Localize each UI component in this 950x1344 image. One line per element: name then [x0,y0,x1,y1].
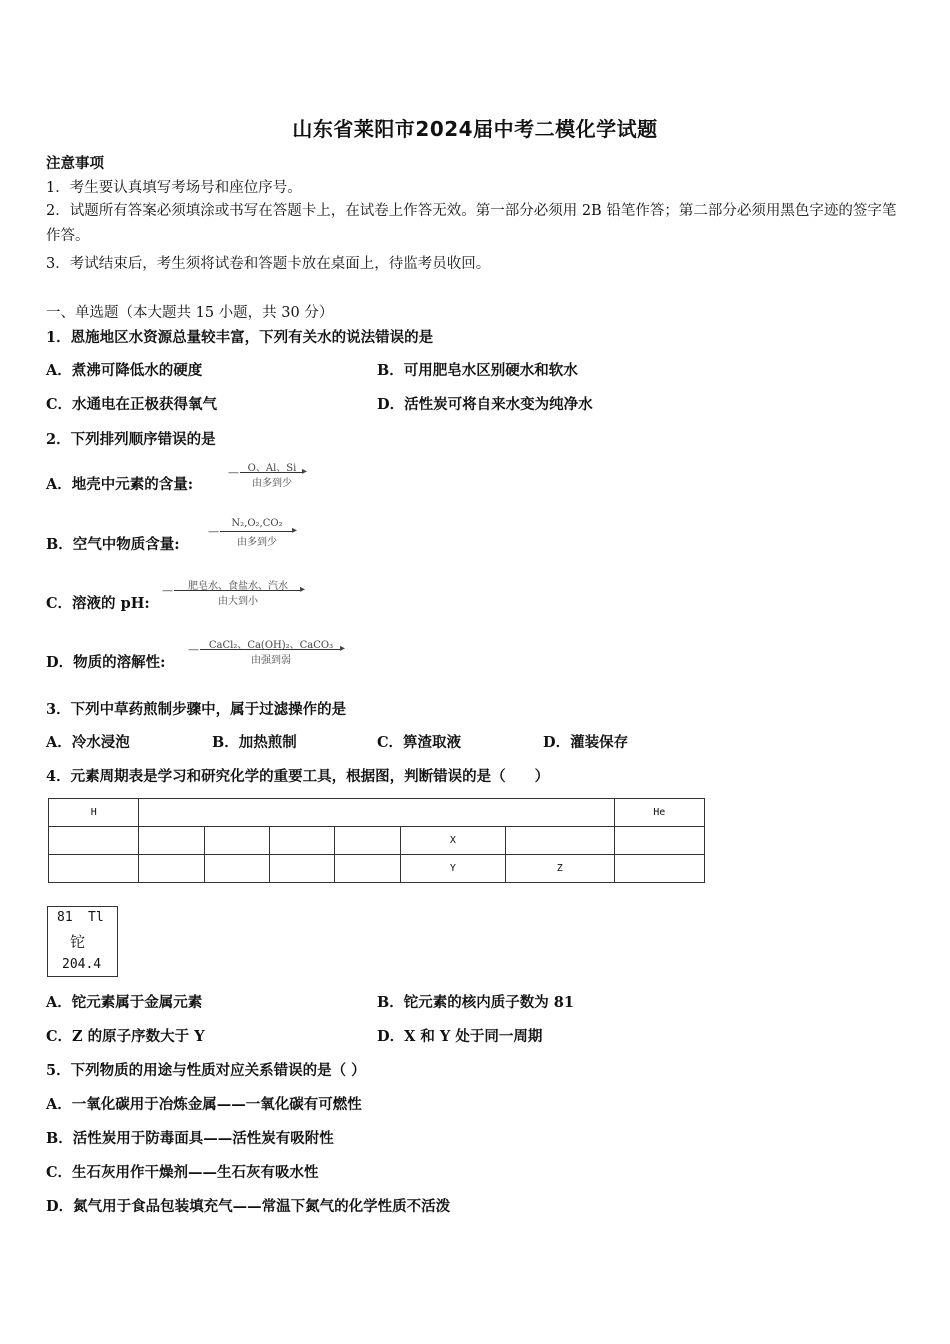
question-stem: 2．下列排列顺序错误的是 [46,431,216,448]
option-b [46,533,180,554]
option-label: C．溶液的 pH: [46,595,150,612]
cell-h: H [49,799,139,827]
arrow-bottom-text: 由大到小 [218,596,258,607]
notice-item: 2．试题所有答案必须填涂或书写在答题卡上，在试卷上作答无效。第一部分必须用 2B 铅笔作答；第二部分必须用黑色字迹的签字笔作答。 [46,203,897,244]
arrow-top-text: O、Al、Si [247,463,297,474]
notice-item: 1．考生要认真填写考场号和座位序号。 [46,180,302,196]
empty-cell [139,855,204,883]
option-c: C．水通电在正极获得氧气 [46,396,218,413]
empty-cell [139,799,614,827]
empty-cell [335,855,400,883]
option-c: C．箅渣取液 [377,734,462,751]
question-stem: 1．恩施地区水资源总量较丰富，下列有关水的说法错误的是 [46,329,434,346]
empty-cell [204,855,269,883]
empty-cell [49,855,139,883]
option-d: D．氮气用于食品包装填充气——常温下氮气的化学性质不活泼 [46,1198,451,1215]
option-label: B．空气中物质含量: [46,536,180,553]
order-arrow: — CaCl₂、Ca(OH)₂、CaCO₃ ▸ 由强到弱 [200,639,342,665]
option-d: D．灌装保存 [543,734,629,751]
cell-y: Y [400,855,505,883]
arrow-bottom-text: 由多到少 [252,478,292,489]
section-heading: 一、单选题（本大题共 15 小题，共 30 分） [46,305,334,321]
question-stem: 5．下列物质的用途与性质对应关系错误的是（ ） [46,1062,366,1079]
element-name: 铊 [70,933,86,951]
option-d: D．活性炭可将自来水变为纯净水 [377,396,593,413]
option-c: C．Z 的原子序数大于 Y [46,1028,205,1045]
option-a: A．冷水浸泡 [46,734,130,751]
arrow-top-text: N₂,O₂,CO₂ [231,518,283,529]
option-c [46,592,150,613]
arrow-top-text: CaCl₂、Ca(OH)₂、CaCO₃ [208,640,334,651]
notice-item: 3．考试结束后，考生须将试卷和答题卡放在桌面上，待监考员收回。 [46,256,491,272]
option-a [46,473,193,494]
atomic-mass: 204.4 [62,957,102,972]
option-a: A．铊元素属于金属元素 [46,994,203,1011]
question-stem: 4．元素周期表是学习和研究化学的重要工具，根据图，判断错误的是（ ） [46,768,550,785]
element-symbol: Tl [88,910,104,925]
option-a: A．煮沸可降低水的硬度 [46,362,203,379]
option-label: A．地壳中元素的含量: [46,476,194,493]
empty-cell [614,855,704,883]
arrow-bottom-text: 由多到少 [237,537,277,548]
notice-heading: 注意事项 [46,155,104,172]
question-stem: 3．下列中草药煎制步骤中，属于过滤操作的是 [46,701,347,718]
option-b: B．铊元素的核内质子数为 81 [377,994,574,1011]
option-b: B．加热煎制 [212,734,297,751]
arrow-top-text: 肥皂水、食盐水、汽水 [188,581,288,592]
empty-cell [506,827,614,855]
empty-cell [270,855,335,883]
cell-he: He [614,799,704,827]
empty-cell [614,827,704,855]
element-card [47,906,118,977]
option-a: A．一氧化碳用于冶炼金属——一氧化碳有可燃性 [46,1096,362,1113]
periodic-table [48,798,705,883]
option-label: D．物质的溶解性: [46,654,166,671]
order-arrow: — 肥皂水、食盐水、汽水 ▸ 由大到小 [174,580,302,606]
option-b: B．活性炭用于防毒面具——活性炭有吸附性 [46,1130,334,1147]
empty-cell [270,827,335,855]
arrow-bottom-text: 由强到弱 [251,655,291,666]
empty-cell [139,827,204,855]
option-d [46,651,165,672]
option-c: C．生石灰用作干燥剂——生石灰有吸水性 [46,1164,319,1181]
cell-x: X [400,827,505,855]
page-title: 山东省莱阳市2024届中考二模化学试题 [292,117,658,141]
option-d: D．X 和 Y 处于同一周期 [377,1028,543,1045]
cell-z: Z [506,855,614,883]
empty-cell [204,827,269,855]
empty-cell [49,827,139,855]
empty-cell [335,827,400,855]
atomic-number: 81 [57,910,73,925]
option-b: B．可用肥皂水区别硬水和软水 [377,362,578,379]
order-arrow: — O、Al、Si ▸ 由多到少 [240,462,304,488]
order-arrow: — N₂,O₂,CO₂ ▸ 由多到少 [208,518,297,548]
